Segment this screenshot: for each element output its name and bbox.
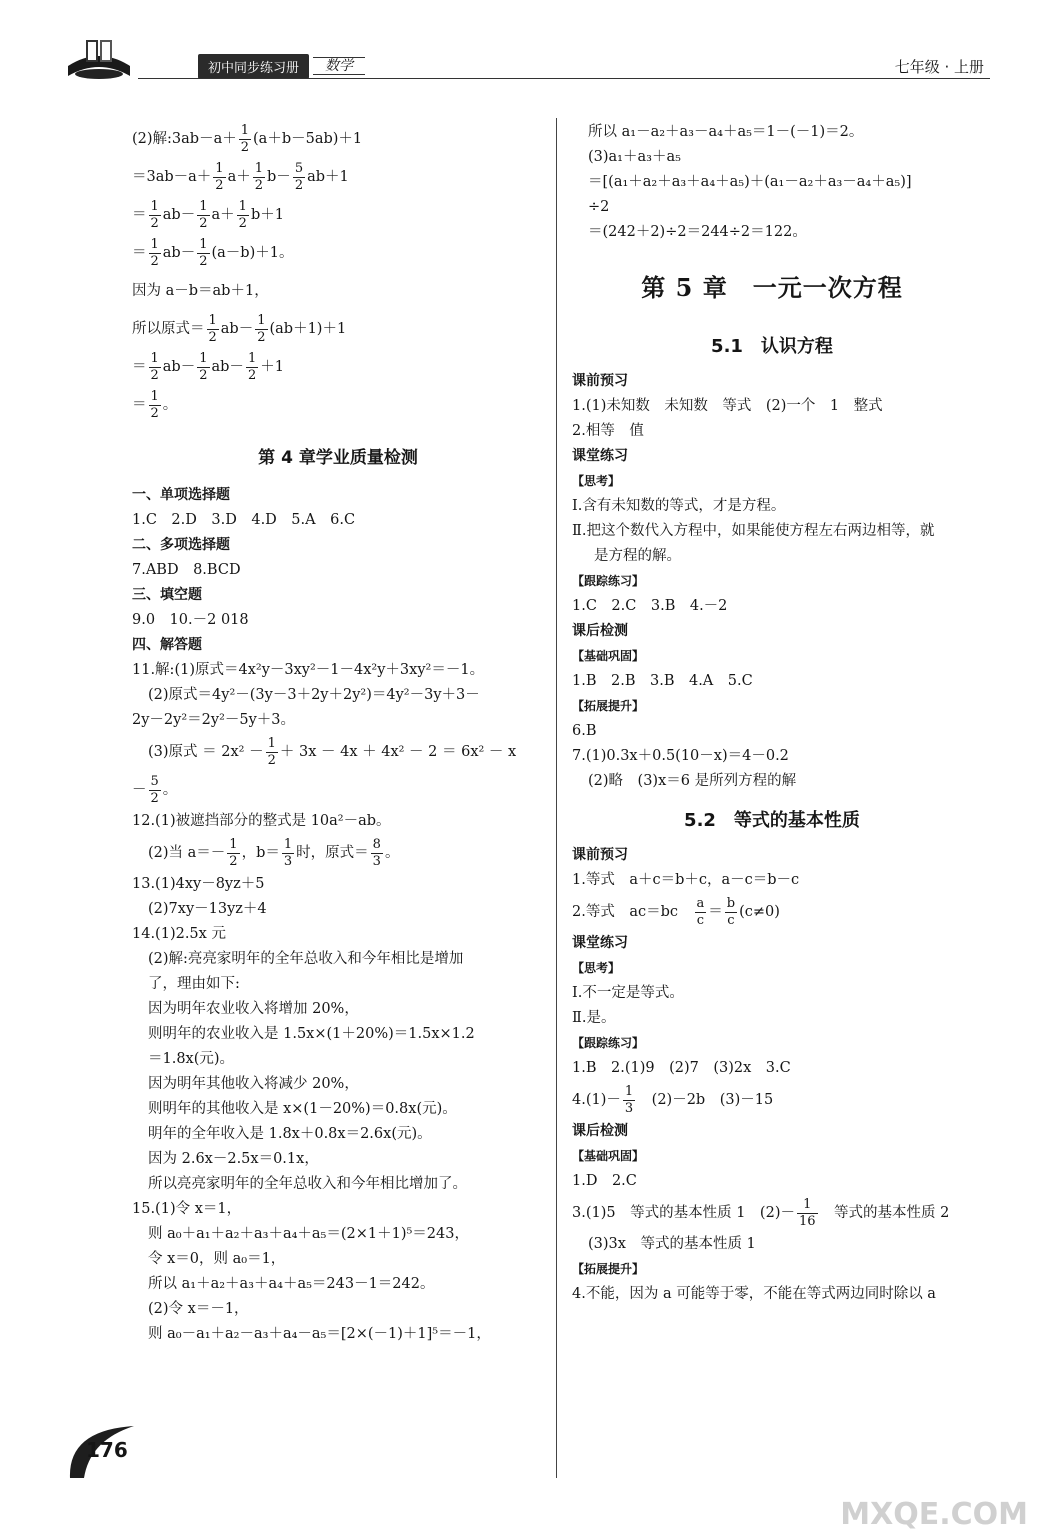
answer-line: 1.等式 a＋c＝b＋c，a－c＝b－c (572, 872, 800, 888)
fraction (371, 837, 383, 870)
numerator: 5 (294, 160, 304, 176)
text: 。 (162, 782, 178, 798)
answer-line: 13.(1)4xy－8yz＋5 (132, 876, 265, 892)
answer-line: 6.B (572, 723, 597, 739)
chapter-4-test-title: 第 4 章学业质量检测 (258, 448, 418, 468)
denominator: 2 (150, 215, 159, 231)
text: ＝ (708, 904, 723, 920)
answer-line: 2.相等 值 (572, 423, 644, 439)
fraction (282, 837, 294, 870)
numerator: 1 (267, 735, 276, 751)
text: (a＋b－5ab)＋1 (253, 131, 363, 147)
numerator: 1 (257, 312, 266, 328)
sol2-line-6 (132, 310, 544, 348)
fraction (255, 313, 267, 346)
subheading-classwork: 课堂练习 (572, 448, 628, 464)
sol2-line-2 (132, 158, 544, 196)
sol2-line-7 (132, 348, 544, 386)
text: 等式的基本性质 2 (819, 1205, 950, 1221)
answer-line: 因为明年农业收入将增加 20%， (148, 1001, 359, 1017)
fraction (237, 199, 249, 232)
denominator: c (696, 912, 705, 928)
section-heading: 二、多项选择题 (132, 537, 230, 553)
fraction (623, 1084, 635, 1117)
answer-line: (2)略 (3)x＝6 是所列方程的解 (588, 773, 797, 789)
tag-follow: 【跟踪练习】 (572, 574, 645, 588)
fraction (207, 313, 219, 346)
answer-line: 明年的全年收入是 1.8x＋0.8x＝2.6x(元)。 (148, 1126, 432, 1142)
numerator: 1 (797, 1197, 818, 1214)
denominator: 2 (247, 367, 257, 383)
answer-line: Ⅰ.含有未知数的等式，才是方程。 (572, 498, 786, 514)
equals: ＝ (132, 245, 147, 261)
denominator: 2 (215, 177, 224, 193)
answer-line: Ⅱ.是。 (572, 1010, 616, 1026)
answer-line: 1.C 2.C 3.B 4.－2 (572, 598, 728, 614)
subheading-preview: 课前预习 (572, 847, 628, 863)
text: ab－ (162, 359, 196, 375)
denominator: 3 (283, 853, 293, 869)
fraction (149, 351, 161, 384)
numerator: 1 (254, 160, 264, 176)
grade-label: 七年级 · 上册 (894, 58, 984, 76)
answer-line: ＝1.8x(元)。 (148, 1051, 235, 1067)
fraction (197, 237, 209, 270)
tag-follow: 【跟踪练习】 (572, 1036, 645, 1050)
header-bar (198, 54, 365, 78)
numerator: 1 (215, 160, 224, 176)
tag-extend: 【拓展提升】 (572, 1262, 645, 1276)
text: － (132, 782, 147, 798)
text: (ab＋1)＋1 (269, 321, 347, 337)
page-number-badge (60, 1420, 140, 1480)
text: 。 (162, 397, 178, 413)
denominator: 2 (267, 752, 276, 768)
numerator: 8 (372, 836, 381, 852)
denominator: 2 (294, 177, 304, 193)
numerator: 1 (238, 198, 247, 214)
denominator: 2 (199, 215, 208, 231)
denominator: 2 (150, 405, 159, 421)
answer-line: (3)3x 等式的基本性质 1 (588, 1236, 756, 1252)
right-column (572, 120, 972, 1307)
denominator: 2 (150, 790, 159, 806)
text: b－ (267, 169, 291, 185)
answer-line: (3)a₁＋a₃＋a₅ (588, 149, 681, 165)
fraction (149, 237, 161, 270)
answer-line: 1.B 2.B 3.B 4.A 5.C (572, 673, 753, 689)
text: 2.等式 ac＝bc (572, 904, 679, 920)
numerator: 1 (229, 836, 238, 852)
answer-line: 则 a₀＋a₁＋a₂＋a₃＋a₄＋a₅＝(2×1＋1)⁵＝243， (148, 1226, 469, 1242)
answer-line: 15.(1)令 x＝1， (132, 1201, 242, 1217)
text: (a－b)＋1。 (211, 245, 294, 261)
answer-line: 了，理由如下: (148, 976, 240, 992)
page-header (60, 34, 990, 84)
denominator: 3 (624, 1100, 634, 1116)
equals: ＝ (132, 359, 147, 375)
section-5-2-title: 5.2 等式的基本性质 (684, 810, 860, 831)
sol2-line-4 (132, 234, 544, 272)
left-column (132, 120, 544, 1347)
subheading-preview: 课前预习 (572, 373, 628, 389)
answer-line: 因为 2.6x－2.5x＝0.1x， (148, 1151, 319, 1167)
answer-line: ÷2 (588, 199, 610, 215)
fraction (725, 896, 737, 929)
text: ab－ (211, 359, 244, 375)
denominator: 2 (208, 329, 217, 345)
sol2-line-3 (132, 196, 544, 234)
text: ，b＝ (241, 845, 280, 861)
watermark: MXQE.COM (840, 1497, 1028, 1532)
numerator: 1 (240, 122, 250, 138)
answer-line: (2)原式＝4y²－(3y－3＋2y＋2y²)＝4y²－3y＋3－ (148, 687, 480, 703)
sol2-line-1 (132, 120, 544, 158)
numerator: 1 (624, 1083, 634, 1099)
answer-line (572, 893, 972, 931)
numerator: 1 (199, 236, 208, 252)
text: ab－ (162, 245, 196, 261)
answer-line: (2)令 x＝－1， (148, 1301, 249, 1317)
fraction (197, 351, 209, 384)
equals: ＝ (132, 207, 147, 223)
answer-line: 1.B 2.(1)9 (2)7 (3)2x 3.C (572, 1060, 791, 1076)
text: a＋ (227, 169, 251, 185)
numerator: 1 (150, 198, 159, 214)
denominator: 2 (240, 139, 250, 155)
numerator: 1 (283, 836, 293, 852)
fraction (213, 161, 225, 194)
text: b＋1 (250, 207, 284, 223)
answer-line: 12.(1)被遮挡部分的整式是 10a²－ab。 (132, 813, 391, 829)
page-number: 176 (86, 1438, 128, 1462)
section-heading: 三、填空题 (132, 587, 202, 603)
text: 时，原式＝ (296, 845, 369, 861)
header-rule (138, 78, 990, 79)
tag-think: 【思考】 (572, 961, 621, 975)
answer-line: 1.(1)未知数 未知数 等式 (2)一个 1 整式 (572, 398, 883, 414)
answer-line: 1.C 2.D 3.D 4.D 5.A 6.C (132, 512, 356, 528)
denominator: 2 (199, 367, 208, 383)
fraction (149, 199, 161, 232)
subject-label: 数学 (313, 57, 365, 75)
solution-2-block (132, 120, 544, 424)
numerator: 1 (199, 198, 208, 214)
text: (3)原式 ＝ 2x² － (148, 744, 264, 760)
equals: ＝ (132, 397, 147, 413)
denominator: c (727, 912, 735, 928)
answer-line: (2)解:亮亮家明年的全年总收入和今年相比是增加 (148, 951, 464, 967)
denominator: 3 (372, 853, 381, 869)
answer-line (572, 1194, 972, 1232)
denominator: 2 (257, 329, 266, 345)
numerator: 1 (150, 388, 159, 404)
answer-line (132, 771, 544, 809)
answer-line: 1.D 2.C (572, 1173, 637, 1189)
answer-line: 则 a₀－a₁＋a₂－a₃＋a₄－a₅＝[2×(－1)＋1]⁵＝－1， (148, 1326, 491, 1342)
numerator: 1 (208, 312, 217, 328)
text: 。 (384, 845, 400, 861)
section-5-1-title: 5.1 认识方程 (711, 336, 833, 357)
text: a＋ (211, 207, 235, 223)
answer-line (132, 733, 544, 771)
text: ab－ (220, 321, 254, 337)
answer-line: 7.ABD 8.BCD (132, 562, 241, 578)
text: (2)解:3ab－a＋ (132, 131, 237, 147)
text: 4.(1)－ (572, 1092, 621, 1108)
numerator: 1 (150, 236, 159, 252)
text: ＋1 (260, 359, 284, 375)
subheading-post: 课后检测 (572, 623, 628, 639)
fraction (239, 123, 251, 156)
answer-line (132, 834, 544, 872)
numerator: 1 (150, 350, 159, 366)
answer-line: 所以 a₁－a₂＋a₃－a₄＋a₅＝1－(－1)＝2。 (588, 124, 864, 140)
answer-line: 9.0 10.－2 018 (132, 612, 249, 628)
denominator: 2 (238, 215, 247, 231)
series-title: 初中同步练习册 (198, 54, 309, 79)
denominator: 2 (150, 253, 159, 269)
text: (c≠0) (739, 904, 780, 920)
answer-line: 是方程的解。 (594, 548, 681, 564)
text: 所以原式＝ (132, 321, 205, 337)
numerator: 1 (199, 350, 208, 366)
fraction (149, 774, 161, 807)
numerator: b (726, 895, 736, 911)
denominator: 2 (229, 853, 238, 869)
denominator: 2 (199, 253, 208, 269)
text: ab＋1 (307, 169, 349, 185)
fraction (227, 837, 239, 870)
tag-basic: 【基础巩固】 (572, 649, 645, 663)
tag-basic: 【基础巩固】 (572, 1149, 645, 1163)
answer-line: 11.解:(1)原式＝4x²y－3xy²－1－4x²y＋3xy²＝－1。 (132, 662, 485, 678)
numerator: 1 (247, 350, 257, 366)
subheading-post: 课后检测 (572, 1123, 628, 1139)
numerator: 5 (150, 773, 159, 789)
section-heading: 一、单项选择题 (132, 487, 230, 503)
numerator: a (696, 895, 705, 911)
answer-line: (2)7xy－13yz＋4 (148, 901, 267, 917)
answer-line: 所以 a₁＋a₂＋a₃＋a₄＋a₅＝243－1＝242。 (148, 1276, 435, 1292)
sol2-line-5: 因为 a－b＝ab＋1， (132, 283, 269, 299)
denominator: 2 (254, 177, 264, 193)
denominator: 16 (798, 1213, 816, 1229)
text: 3.(1)5 等式的基本性质 1 (2)－ (572, 1205, 795, 1221)
answer-line: 所以亮亮家明年的全年总收入和今年相比增加了。 (148, 1176, 467, 1192)
answer-line: 2y－2y²＝2y²－5y＋3。 (132, 712, 296, 728)
fraction (253, 161, 265, 194)
fraction (797, 1197, 818, 1230)
fraction (695, 896, 707, 929)
tag-think: 【思考】 (572, 474, 621, 488)
section-heading: 四、解答题 (132, 637, 202, 653)
answer-line (572, 1081, 972, 1119)
answer-line: ＝[(a₁＋a₂＋a₃＋a₄＋a₅)＋(a₁－a₂＋a₃－a₄＋a₅)] (588, 174, 912, 190)
sol2-line-8 (132, 386, 544, 424)
fraction (266, 736, 278, 769)
fraction (293, 161, 305, 194)
fraction (149, 389, 161, 422)
answer-line: 7.(1)0.3x＋0.5(10－x)＝4－0.2 (572, 748, 789, 764)
answer-line: 令 x＝0，则 a₀＝1， (148, 1251, 286, 1267)
denominator: 2 (150, 367, 159, 383)
chapter-5-title: 第 5 章 一元一次方程 (641, 273, 903, 302)
answer-line: 则明年的农业收入是 1.5x×(1＋20%)＝1.5x×1.2 (148, 1026, 475, 1042)
text: ＋ 3x － 4x ＋ 4x² － 2 ＝ 6x² － x (279, 744, 517, 760)
book-logo-icon (64, 36, 134, 82)
text: (2)－2b (3)－15 (651, 1092, 774, 1108)
subheading-classwork: 课堂练习 (572, 935, 628, 951)
answer-line: 因为明年其他收入将减少 20%， (148, 1076, 359, 1092)
answer-line: Ⅱ.把这个数代入方程中，如果能使方程左右两边相等，就 (572, 523, 935, 539)
text: ab－ (162, 207, 196, 223)
answer-line: 则明年的其他收入是 x×(1－20%)＝0.8x(元)。 (148, 1101, 457, 1117)
answer-line: 4.不能，因为 a 可能等于零，不能在等式两边同时除以 a (572, 1286, 936, 1302)
fraction (197, 199, 209, 232)
tag-extend: 【拓展提升】 (572, 699, 645, 713)
answer-line: Ⅰ.不一定是等式。 (572, 985, 684, 1001)
column-divider (556, 118, 557, 1478)
fraction (246, 351, 258, 384)
answer-line: 14.(1)2.5x 元 (132, 926, 226, 942)
text: ＝3ab－a＋ (132, 169, 212, 185)
text: (2)当 a＝－ (148, 845, 226, 861)
answer-line: ＝(242＋2)÷2＝244÷2＝122。 (588, 224, 807, 240)
